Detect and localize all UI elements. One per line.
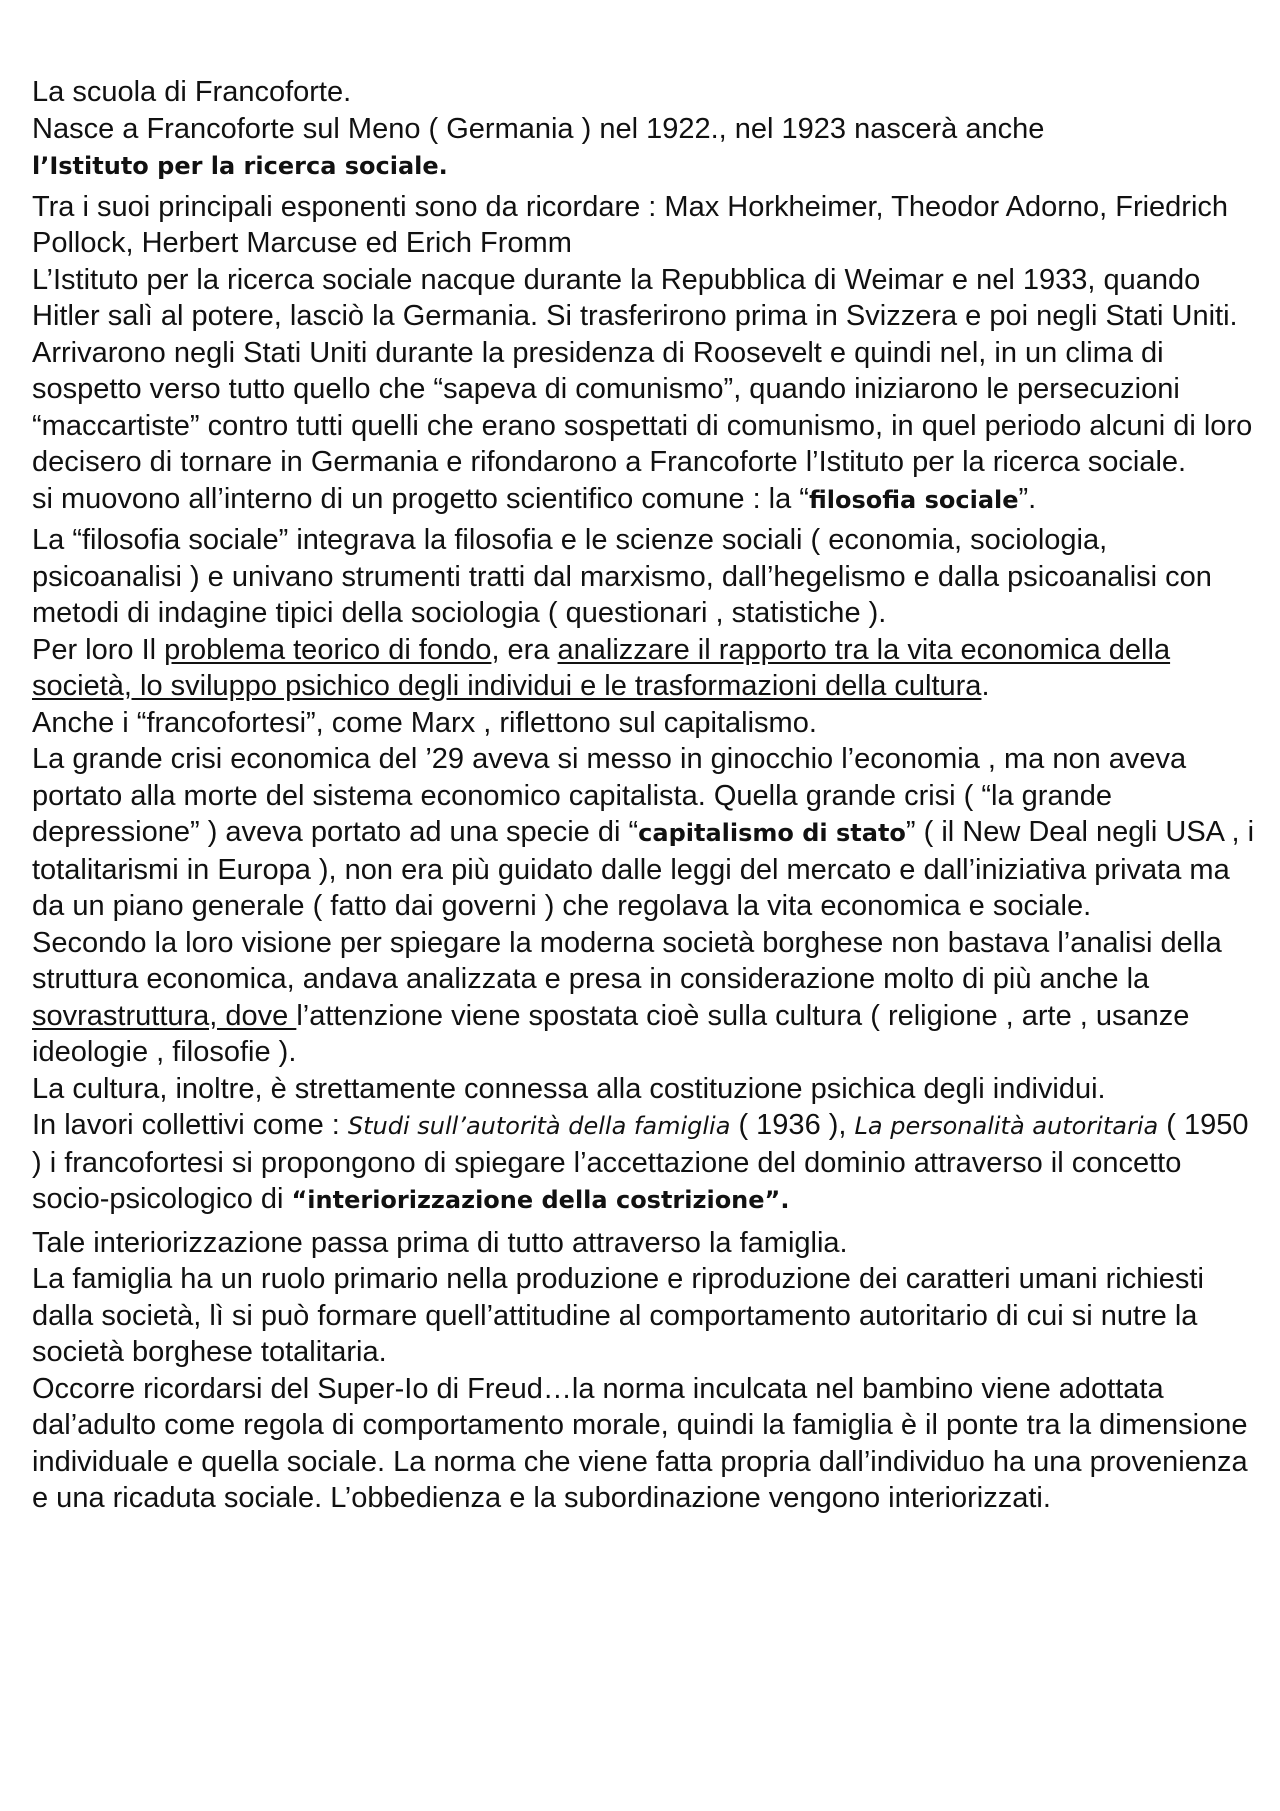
paragraph-marx: Anche i “francofortesi”, come Marx , riflettono sul capitalismo.: [32, 706, 817, 739]
paragraph-crisis: [32, 741, 1262, 925]
document-title: La scuola di Francoforte.: [32, 76, 352, 108]
paragraph-crisis-end: ” ( il New Deal negli USA , i totalitarismi in Europa ), non era più guidato dalle leggi del mercato e dall’iniziativa privata ma da un piano generale ( fatto dai governi ) che regolava la vita economica e sociale.: [32, 816, 1255, 922]
paragraph-problem: [32, 632, 1262, 705]
work-title-famiglia: Studi sull’autorità della famiglia: [347, 1112, 731, 1140]
paragraph-vision-end: l’attenzione viene spostata cioè sulla cultura ( religione , arte , usanze ideologie , filosofie ).: [32, 999, 1190, 1068]
paragraph-project-text: si muovono all’interno di un progetto scientifico comune : la “: [32, 482, 809, 515]
paragraph-family-2: La famiglia ha un ruolo primario nella produzione e riproduzione dei caratteri umani richiesti dalla società, lì si può formare quell’attitudine al comportamento autoritario di cui si nutre la società borghese totalitaria.: [32, 1263, 1204, 1368]
capitalismo-di-stato-bold: capitalismo di stato: [638, 819, 906, 847]
paragraph-project-end: ”.: [1018, 482, 1037, 515]
paragraph-works-pre: In lavori collettivi come :: [32, 1109, 348, 1141]
paragraph-project: [32, 481, 1262, 519]
paragraph-works-mid2: ( 1950 ) i francofortesi si propongono di spiegare l’accettazione del dominio attraverso il concetto socio-psicologico di: [32, 1109, 1249, 1215]
filosofia-sociale-bold: filosofia sociale: [808, 485, 1019, 514]
paragraph-origin-text: Nasce a Francoforte sul Meno ( Germania ) nel 1922., nel 1923 nascerà anche: [32, 112, 1045, 145]
paragraph-vision-pre: Secondo la loro visione per spiegare la moderna società borghese non bastava l’analisi della struttura economica, andava analizzata e presa in considerazione molto di più anche la: [32, 926, 1222, 995]
paragraph-problem-pre: Per loro Il: [32, 633, 165, 666]
paragraph-problem-end: .: [981, 670, 990, 702]
interiorizzazione-bold: “interiorizzazione della costrizione”.: [291, 1186, 790, 1214]
paragraph-institute: L’Istituto per la ricerca sociale nacque durante la Repubblica di Weimar e nel 1933, quando Hitler salì al potere, lasciò la Germania. Si trasferirono prima in Svizzera e poi negli Stati Uniti.: [32, 263, 1238, 332]
document-page: [32, 74, 1262, 1517]
work-title-personalita: La personalità autoritaria: [854, 1112, 1159, 1140]
paragraph-crisis-text: La grande crisi economica del ’29 aveva si messo in ginocchio l’economia , ma non aveva portato alla morte del sistema economico capitalista. Quella grande crisi ( “la grande depressione” ) aveva portato ad una specie di “: [32, 743, 1187, 848]
paragraph-members: Tra i suoi principali esponenti sono da ricordare : Max Horkheimer, Theodor Adorno, Friedrich Pollock, Herbert Marcuse ed Erich Fromm: [32, 190, 1229, 259]
institute-name-bold: l’Istituto per la ricerca sociale.: [32, 152, 448, 180]
paragraph-works-mid1: ( 1936 ),: [730, 1109, 855, 1141]
paragraph-freud: Occorre ricordarsi del Super-Io di Freud…la norma inculcata nel bambino viene adottata dal’adulto come regola di comportamento morale, quindi la famiglia è il ponte tra la dimensione individuale e quella sociale. La norma che viene fatta propria dall’individuo ha una provenienza e una ricaduta sociale. L’obbedienza e la subordinazione vengono interiorizzati.: [32, 1372, 1248, 1514]
paragraph-works: [32, 1107, 1262, 1219]
paragraph-vision: [32, 925, 1262, 1071]
sovrastruttura-underline: sovrastruttura, dove: [32, 999, 297, 1032]
paragraph-family-1: Tale interiorizzazione passa prima di tutto attraverso la famiglia.: [32, 1226, 848, 1259]
problem-underline-1: problema teorico di fondo: [164, 633, 492, 666]
paragraph-filosofia: La “filosofia sociale” integrava la filosofia e le scienze sociali ( economia, sociologia, psicoanalisi ) e univano strumenti tratti dal marxismo, dall’hegelismo e dalla psicoanalisi con metodi di indagine tipici della sociologia ( questionari , statistiche ).: [32, 524, 1212, 629]
paragraph-origin: [32, 111, 1262, 185]
paragraph-problem-mid: , era: [491, 633, 558, 666]
paragraph-usa: Arrivarono negli Stati Uniti durante la presidenza di Roosevelt e quindi nel, in un clima di sospetto verso tutto quello che “sapeva di comunismo”, quando iniziarono le persecuzioni “maccartiste” contro tutti quelli che erano sospettati di comunismo, in quel periodo alcuni di loro decisero di tornare in Germania e rifondarono a Francoforte l’Istituto per la ricerca sociale.: [32, 336, 1253, 478]
paragraph-culture: La cultura, inoltre, è strettamente connessa alla costituzione psichica degli individui.: [32, 1072, 1106, 1105]
problem-underline-2: analizzare il rapporto tra la vita economica della società, lo sviluppo psichico degli individui e le trasformazioni della cultura: [32, 633, 1171, 702]
